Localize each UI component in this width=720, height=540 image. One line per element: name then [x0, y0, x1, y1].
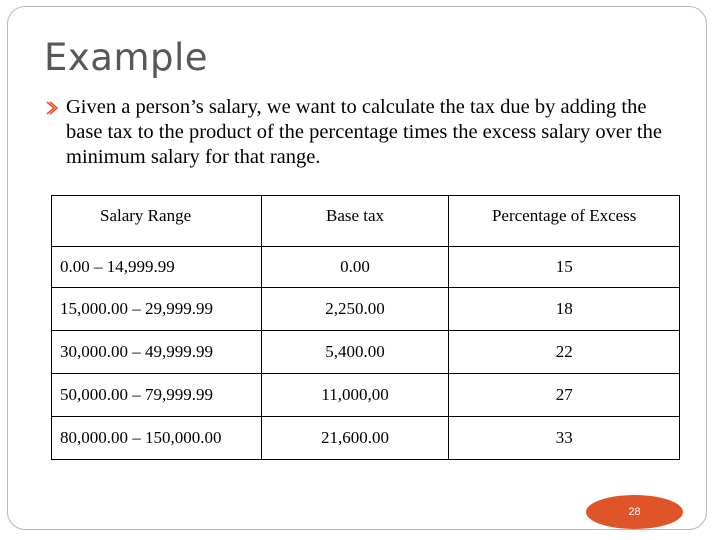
cell-base-tax: 11,000,00	[261, 374, 449, 417]
table-row	[52, 417, 680, 460]
cell-percentage: 27	[449, 374, 680, 417]
bullet-arrow-icon	[44, 98, 66, 118]
header-percentage-of-excess: Percentage of Excess	[449, 196, 680, 247]
header-base-tax: Base tax	[261, 196, 449, 247]
cell-base-tax: 21,600.00	[261, 417, 449, 460]
cell-salary-range: 15,000.00 – 29,999.99	[52, 288, 262, 331]
cell-percentage: 22	[449, 331, 680, 374]
table-header-row	[52, 196, 680, 247]
table-row	[52, 331, 680, 374]
cell-salary-range: 80,000.00 – 150,000.00	[52, 417, 262, 460]
tax-table	[51, 195, 680, 460]
cell-percentage: 33	[449, 417, 680, 460]
cell-salary-range: 50,000.00 – 79,999.99	[52, 374, 262, 417]
bullet-text: Given a person’s salary, we want to calculate the tax due by adding the base tax to the product of the percentage times the excess salary over the minimum salary for that range.	[66, 96, 662, 168]
table-row	[52, 374, 680, 417]
cell-salary-range: 30,000.00 – 49,999.99	[52, 331, 262, 374]
header-salary-range: Salary Range	[52, 196, 262, 247]
cell-percentage: 15	[449, 247, 680, 288]
table-row	[52, 247, 680, 288]
table-row	[52, 288, 680, 331]
page-number: 28	[628, 506, 641, 518]
cell-base-tax: 2,250.00	[261, 288, 449, 331]
page-number-badge	[586, 495, 683, 529]
cell-salary-range: 0.00 – 14,999.99	[52, 247, 262, 288]
cell-base-tax: 0.00	[261, 247, 449, 288]
bullet-paragraph	[44, 95, 664, 170]
cell-percentage: 18	[449, 288, 680, 331]
slide-title: Example	[44, 36, 209, 79]
cell-base-tax: 5,400.00	[261, 331, 449, 374]
